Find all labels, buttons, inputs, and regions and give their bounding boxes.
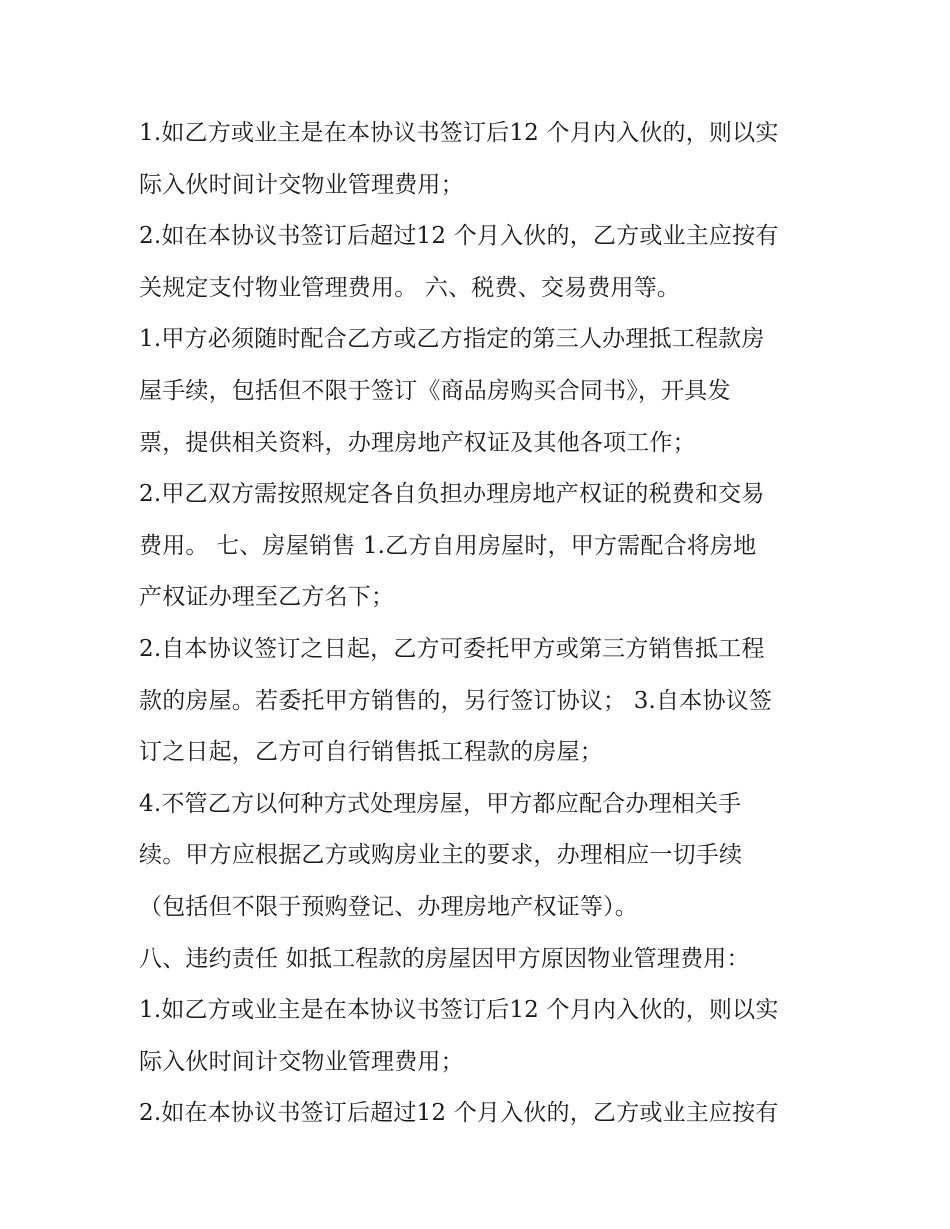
text-line: 关规定支付物业管理费用。 六、税费、交易费用等。 <box>139 274 681 301</box>
text-line: 2.自本协议签订之日起，乙方可委托甲方或第三方销售抵工程 <box>139 635 765 662</box>
text-line: （包括但不限于预购登记、办理房地产权证等）。 <box>139 893 638 920</box>
text-line: 款的房屋。若委托甲方销售的，另行签订协议； 3.自本协议签 <box>139 687 773 714</box>
text-line: 票，提供相关资料，办理房地产权证及其他各项工作； <box>139 429 696 456</box>
text-line: 产权证办理至乙方名下； <box>139 584 395 611</box>
text-line: 1.如乙方或业主是在本协议书签订后12 个月内入伙的，则以实 <box>139 120 779 146</box>
text-line: 2.如在本协议书签订后超过12 个月入伙的，乙方或业主应按有 <box>139 1100 779 1127</box>
text-line: 费用。 七、房屋销售 1.乙方自用房屋时，甲方需配合将房地 <box>139 532 757 559</box>
text-line: 2.如在本协议书签订后超过12 个月入伙的，乙方或业主应按有 <box>139 223 779 250</box>
text-line: 2.甲乙双方需按照规定各自负担办理房地产权证的税费和交易 <box>139 481 765 508</box>
text-line: 1.如乙方或业主是在本协议书签订后12 个月内入伙的，则以实 <box>139 997 779 1024</box>
text-line: 1.甲方必须随时配合乙方或乙方指定的第三人办理抵工程款房 <box>139 326 765 353</box>
text-line: 4.不管乙方以何种方式处理房屋，甲方都应配合办理相关手 <box>139 790 742 817</box>
text-line: 屋手续，包括但不限于签订《商品房购买合同书》，开具发 <box>139 377 731 404</box>
text-line: 八、违约责任 如抵工程款的房屋因甲方原因物业管理费用： <box>139 945 750 972</box>
text-line: 续。甲方应根据乙方或购房业主的要求，办理相应一切手续 <box>139 842 743 869</box>
text-line: 际入伙时间计交物业管理费用； <box>139 1048 464 1075</box>
text-line: 订之日起，乙方可自行销售抵工程款的房屋； <box>139 739 603 766</box>
text-line: 际入伙时间计交物业管理费用； <box>139 171 464 198</box>
document-body <box>139 108 829 1140</box>
